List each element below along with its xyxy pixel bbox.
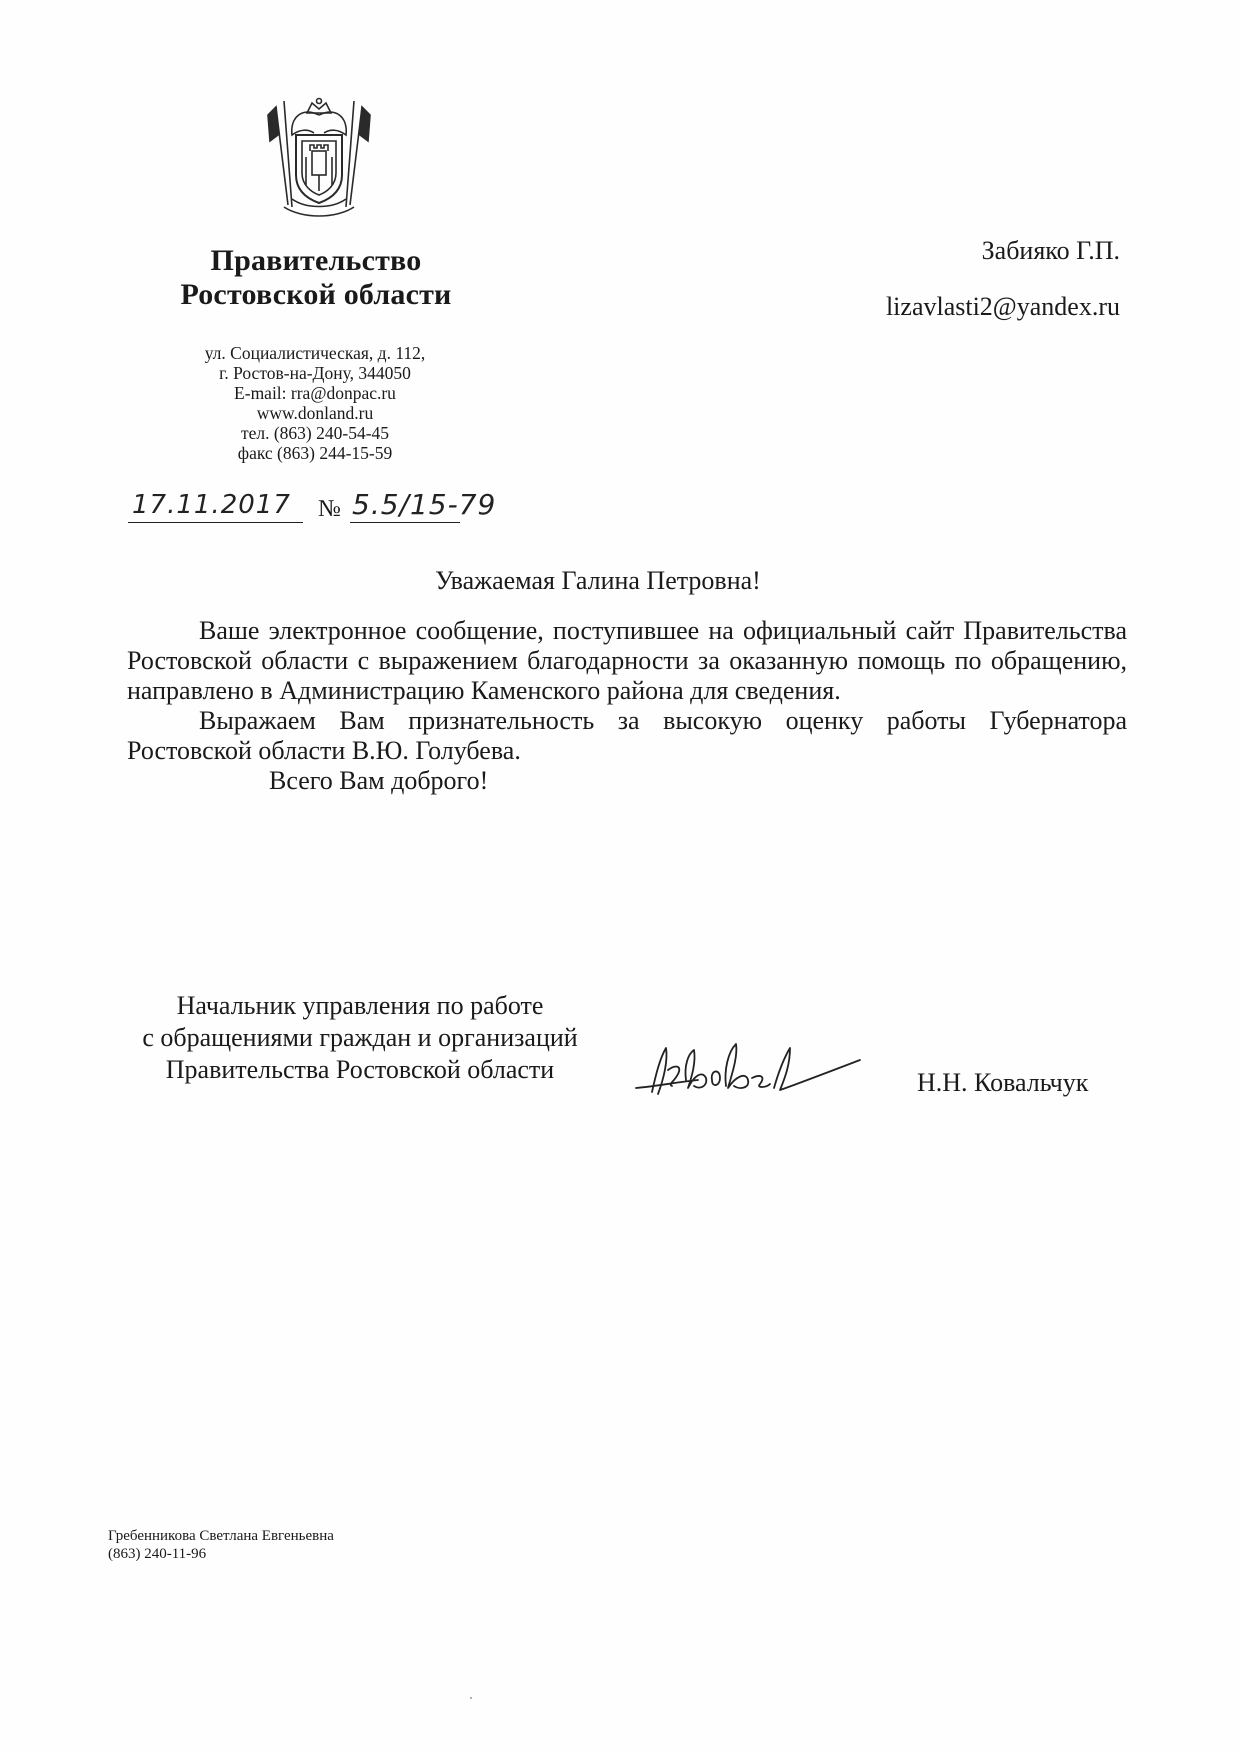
position-line: Начальник управления по работе (176, 991, 544, 1020)
contact-email: E-mail: rra@donpac.ru (234, 383, 396, 403)
body-paragraph: Ваше электронное сообщение, поступившее на официальный сайт Правительства Ростовской области с выражением благодарности за оказанную помощь по обращению, направлено в Администрацию Каменского района для сведения. (127, 616, 1127, 705)
coat-of-arms-emblem (262, 95, 376, 223)
registration-line (128, 490, 508, 530)
contact-website: www.donland.ru (256, 403, 374, 423)
registration-date: 17.11.2017 (132, 490, 291, 520)
recipient-block (886, 236, 1120, 322)
contact-phone: тел. (863) 240-54-45 (240, 423, 390, 443)
number-underline (350, 522, 460, 523)
salutation (0, 566, 1240, 596)
registration-number: 5.5/15-79 (352, 488, 497, 521)
salutation-text: Уважаемая Галина Петровна! (435, 566, 761, 595)
handwritten-signature (628, 1030, 868, 1110)
org-name-line: Правительство (210, 244, 422, 277)
org-name-line: Ростовской области (180, 278, 452, 311)
organization-name (150, 244, 482, 312)
address-street: ул. Социалистическая, д. 112, (204, 343, 426, 363)
position-line: Правительства Ростовской области (165, 1055, 555, 1084)
signer-position (110, 990, 610, 1086)
body-paragraph: Выражаем Вам признательность за высокую оценку работы Губернатора Ростовской области В.Ю. Голубева. (127, 706, 1127, 765)
signer-name: Н.Н. Ковальчук (917, 1068, 1089, 1097)
position-line: с обращениями граждан и организаций (142, 1023, 578, 1052)
contact-fax: факс (863) 244-15-59 (237, 443, 393, 463)
address-city: г. Ростов-на-Дону, 344050 (219, 363, 411, 383)
letter-body (127, 616, 1127, 796)
executor-phone: (863) 240-11-96 (108, 1546, 207, 1562)
scan-speck (470, 1697, 472, 1699)
number-sign: № (318, 496, 341, 522)
recipient-name: Забияко Г.П. (981, 236, 1120, 265)
date-underline (128, 522, 303, 523)
closing-line: Всего Вам доброго! (269, 766, 489, 795)
executor-name: Гребенникова Светлана Евгеньевна (108, 1528, 334, 1544)
organization-contacts (140, 343, 490, 463)
executor-info (108, 1527, 334, 1563)
recipient-email: lizavlasti2@yandex.ru (885, 292, 1120, 321)
